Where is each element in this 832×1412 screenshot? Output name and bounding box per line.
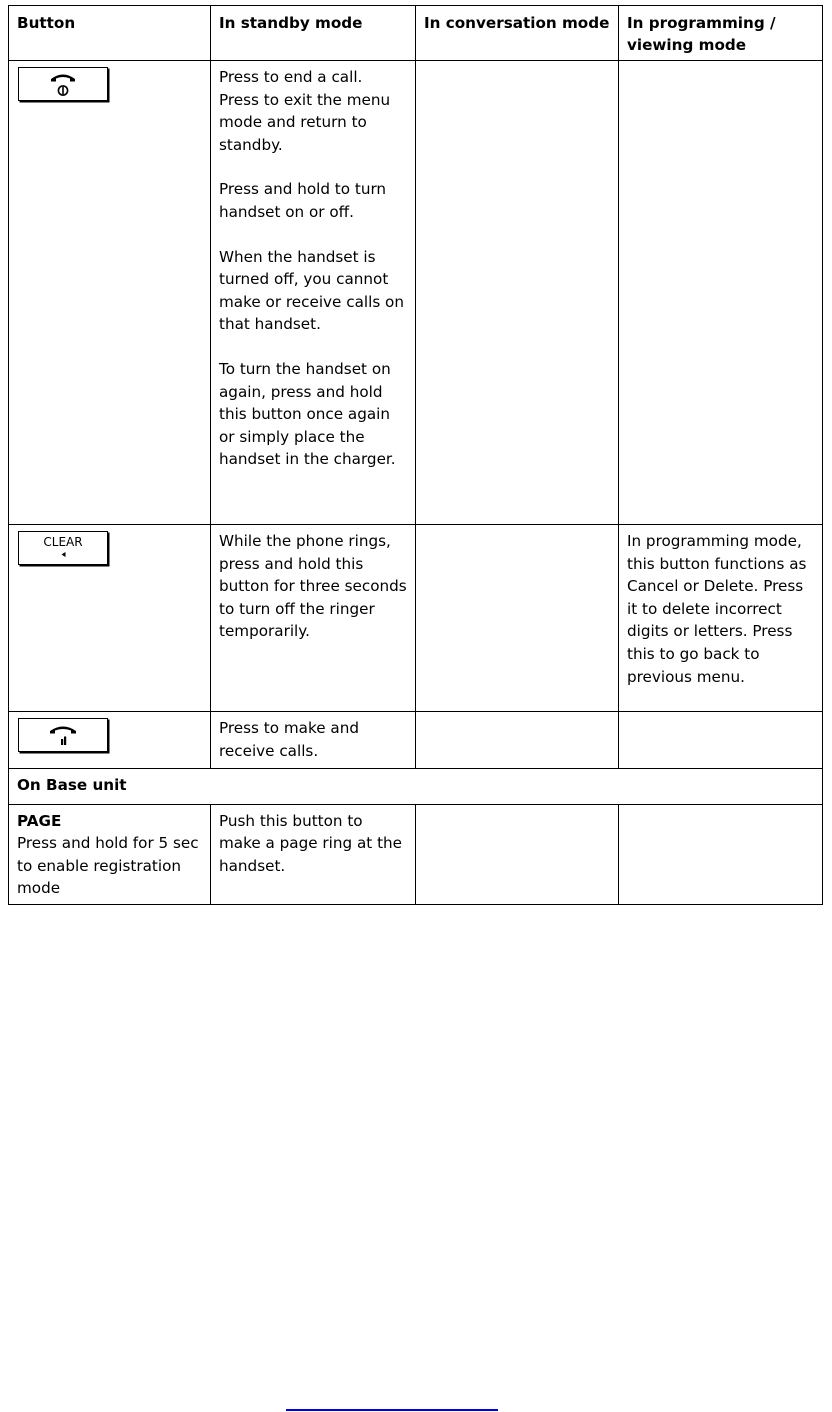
standby-cell <box>211 61 416 525</box>
button-cell <box>9 712 211 769</box>
section-row <box>9 769 823 805</box>
footer-link-underline[interactable] <box>286 1409 498 1411</box>
page-button-title: PAGE <box>17 811 62 830</box>
standby-cell: Push this button to make a page ring at the handset. <box>211 804 416 904</box>
section-title-base-unit: On Base unit <box>9 769 823 805</box>
conversation-cell <box>416 61 619 525</box>
table-header-row <box>9 6 823 61</box>
programming-cell <box>619 712 823 769</box>
page-button-description: Press and hold for 5 sec to enable registration mode <box>17 834 199 898</box>
table-row <box>9 525 823 712</box>
talk-icon <box>19 719 107 751</box>
header-programming-mode: In programming / viewing mode <box>619 6 823 61</box>
table-row <box>9 804 823 904</box>
standby-paragraph: Press to end a call. Press to exit the menu mode and return to standby. <box>219 68 391 154</box>
programming-cell: In programming mode, this button functions as Cancel or Delete. Press it to delete incorrect digits or letters. Press this to go back to previous menu. <box>619 525 823 712</box>
conversation-cell <box>416 525 619 712</box>
programming-cell <box>619 804 823 904</box>
standby-paragraph: Press and hold to turn handset on or off. <box>219 180 387 221</box>
button-cell <box>9 804 211 904</box>
button-cell <box>9 61 211 525</box>
clear-back-icon <box>19 532 107 564</box>
standby-cell: Press to make and receive calls. <box>211 712 416 769</box>
programming-cell <box>619 61 823 525</box>
standby-cell: While the phone rings, press and hold this button for three seconds to turn off the ringer temporarily. <box>211 525 416 712</box>
talk-key <box>18 718 108 752</box>
button-function-table <box>8 5 823 905</box>
conversation-cell <box>416 804 619 904</box>
table-row <box>9 712 823 769</box>
conversation-cell <box>416 712 619 769</box>
standby-paragraph: When the handset is turned off, you cannot make or receive calls on that handset. <box>219 247 404 334</box>
standby-paragraph: To turn the handset on again, press and hold this button once again or simply place the handset in the charger. <box>219 359 396 469</box>
header-standby-mode: In standby mode <box>211 6 416 61</box>
clear-key-label: CLEAR <box>43 535 83 549</box>
button-cell <box>9 525 211 712</box>
header-button: Button <box>9 6 211 61</box>
table-row <box>9 61 823 525</box>
header-conversation-mode: In conversation mode <box>416 6 619 61</box>
end-call-power-icon <box>19 68 107 100</box>
end-call-key <box>18 67 108 101</box>
clear-key <box>18 531 108 565</box>
